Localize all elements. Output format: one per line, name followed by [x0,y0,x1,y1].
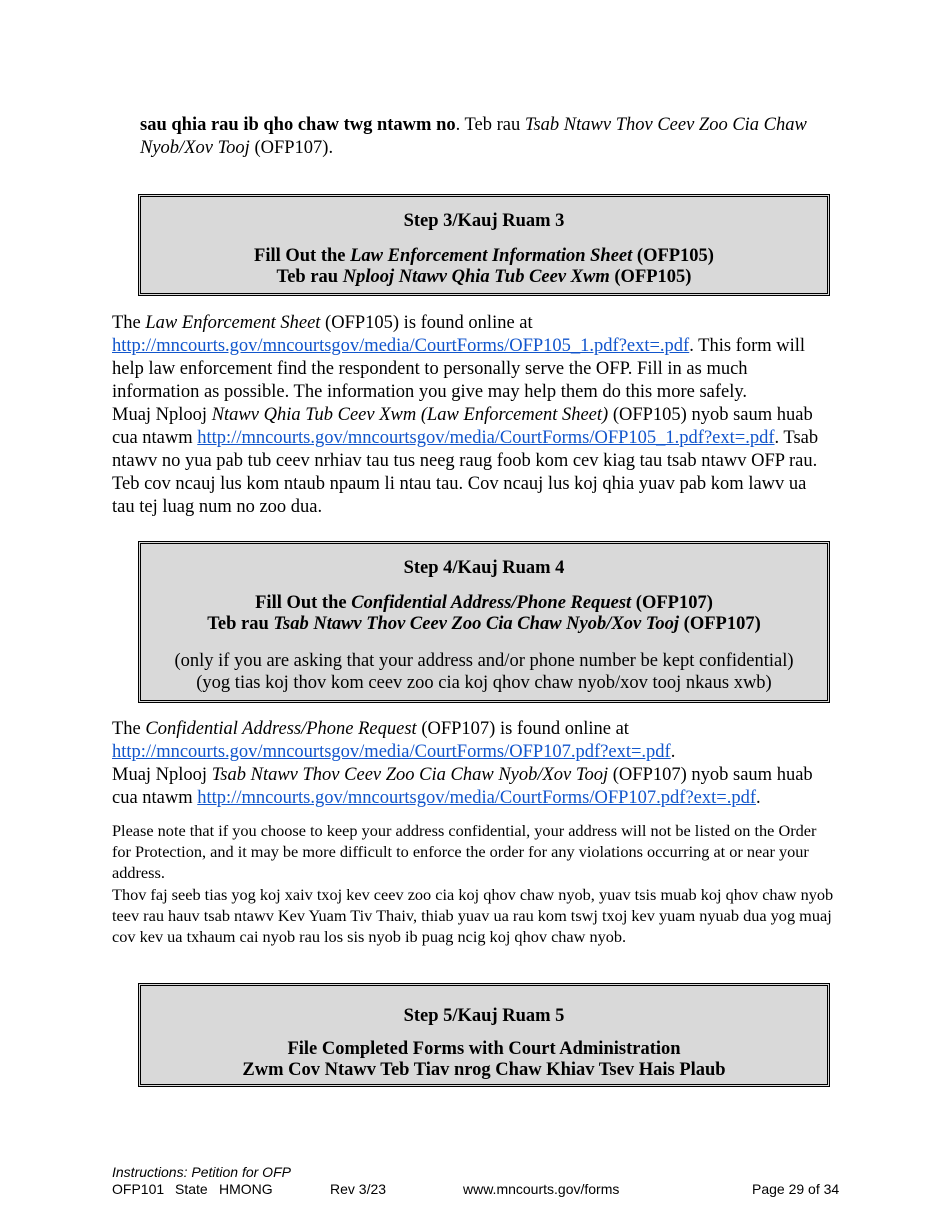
ofp107-link-hm[interactable]: http://mncourts.gov/mncourtsgov/media/CourtForms/OFP107.pdf?ext=.pdf [197,788,757,808]
footer-page-number: Page 29 of 34 [752,1181,840,1197]
step5-heading: Step 5/Kauj Ruam 5 [403,1006,565,1026]
ofp105-link[interactable]: http://mncourts.gov/mncourtsgov/media/CourtForms/OFP105_1.pdf?ext=.pdf [112,336,690,356]
step3-heading: Step 3/Kauj Ruam 3 [403,211,565,231]
footer-revision: Rev 3/23 [330,1181,387,1197]
intro-bold: sau qhia rau ib qho chaw twg ntawm no [140,115,456,135]
step3-title-hm: Teb rau Nplooj Ntawv Qhia Tub Ceev Xwm (OFP105) [276,267,692,287]
step4-title-hm: Teb rau Tsab Ntawv Thov Ceev Zoo Cia Chaw Nyob/Xov Tooj (OFP107) [207,614,761,634]
step3-box [138,194,830,296]
step4-title-en: Fill Out the Confidential Address/Phone Request (OFP107) [255,593,713,613]
step3-body-hm: Muaj Nplooj Ntawv Qhia Tub Ceev Xwm (Law Enforcement Sheet) (OFP105) nyob saum huab cua ntawm http://mncourts.gov/mncourtsgov/media/CourtForms/OFP105_1.pdf?ext=.pdf. Tsab ntawv no yua pab tub ceev nrhiav tau tus neeg raug foob kom cev kiag tau tsab ntawv OFP rau. Teb cov ncauj lus kom ntaub npaum li ntau tau. Cov ncauj lus koj qhia yuav pab kom lawv ua tau tej luag num no zoo dua. [112,405,819,517]
step4-box [138,541,830,703]
ofp105-link-hm[interactable]: http://mncourts.gov/mncourtsgov/media/CourtForms/OFP105_1.pdf?ext=.pdf [197,428,775,448]
step5-title-hm: Zwm Cov Ntawv Teb Tiav nrog Chaw Khiav Tsev Hais Plaub [242,1060,726,1080]
confidential-note-en: Please note that if you choose to keep your address confidential, your address will not be listed on the Order for Protection, and it may be more difficult to enforce the order for any violations occurring at or near your address. [112,821,817,882]
intro-italic: Tsab Ntawv Thov Ceev Zoo Cia Chaw Nyob/Xov Tooj [140,115,807,158]
step4-note-en: (only if you are asking that your address and/or phone number be kept confidential) [174,651,794,671]
step3-title-en: Fill Out the Law Enforcement Information Sheet (OFP105) [254,246,714,266]
step4-heading: Step 4/Kauj Ruam 4 [403,558,565,578]
ofp107-link[interactable]: http://mncourts.gov/mncourtsgov/media/CourtForms/OFP107.pdf?ext=.pdf [112,742,671,762]
footer-state: State [175,1181,208,1197]
footer-language: HMONG [219,1181,273,1197]
step5-title-en: File Completed Forms with Court Administration [287,1039,681,1059]
footer-title: Instructions: Petition for OFP [112,1164,291,1180]
intro-text-end: (OFP107). [249,138,334,158]
step4-body-en: The Confidential Address/Phone Request (OFP107) is found online at http://mncourts.gov/mncourtsgov/media/CourtForms/OFP107.pdf?ext=.pdf. [112,719,676,762]
intro-text: . Teb rau [455,115,525,135]
confidential-note-hm: Thov faj seeb tias yog koj xaiv txoj kev ceev zoo cia koj qhov chaw nyob, yuav tsis muab koj qhov chaw nyob teev rau hauv tsab ntawv Kev Yuam Tiv Thaiv, thiab yuav ua rau kom tswj txoj kev yuam nyuab dua yog muaj cov kev ua txhaum cai nyob rau los sis nyob ib puag ncig koj qhov chaw nyob. [112,885,834,946]
step3-body-en: The Law Enforcement Sheet (OFP105) is found online at http://mncourts.gov/mncourtsgov/media/CourtForms/OFP105_1.pdf?ext=.pdf. This form will help law enforcement find the respondent to personally serve the OFP. Fill in as much information as possible. The information you give may help them do this more safely. [112,313,806,402]
step4-note-hm: (yog tias koj thov kom ceev zoo cia koj qhov chaw nyob/xov tooj nkaus xwb) [196,673,772,693]
intro-paragraph [140,114,832,160]
footer-website: www.mncourts.gov/forms [463,1181,620,1197]
footer-form-number: OFP101 [112,1181,165,1197]
step5-box [138,983,830,1087]
step4-body-hm: Muaj Nplooj Tsab Ntawv Thov Ceev Zoo Cia Chaw Nyob/Xov Tooj (OFP107) nyob saum huab cua ntawm http://mncourts.gov/mncourtsgov/media/CourtForms/OFP107.pdf?ext=.pdf. [112,765,813,808]
